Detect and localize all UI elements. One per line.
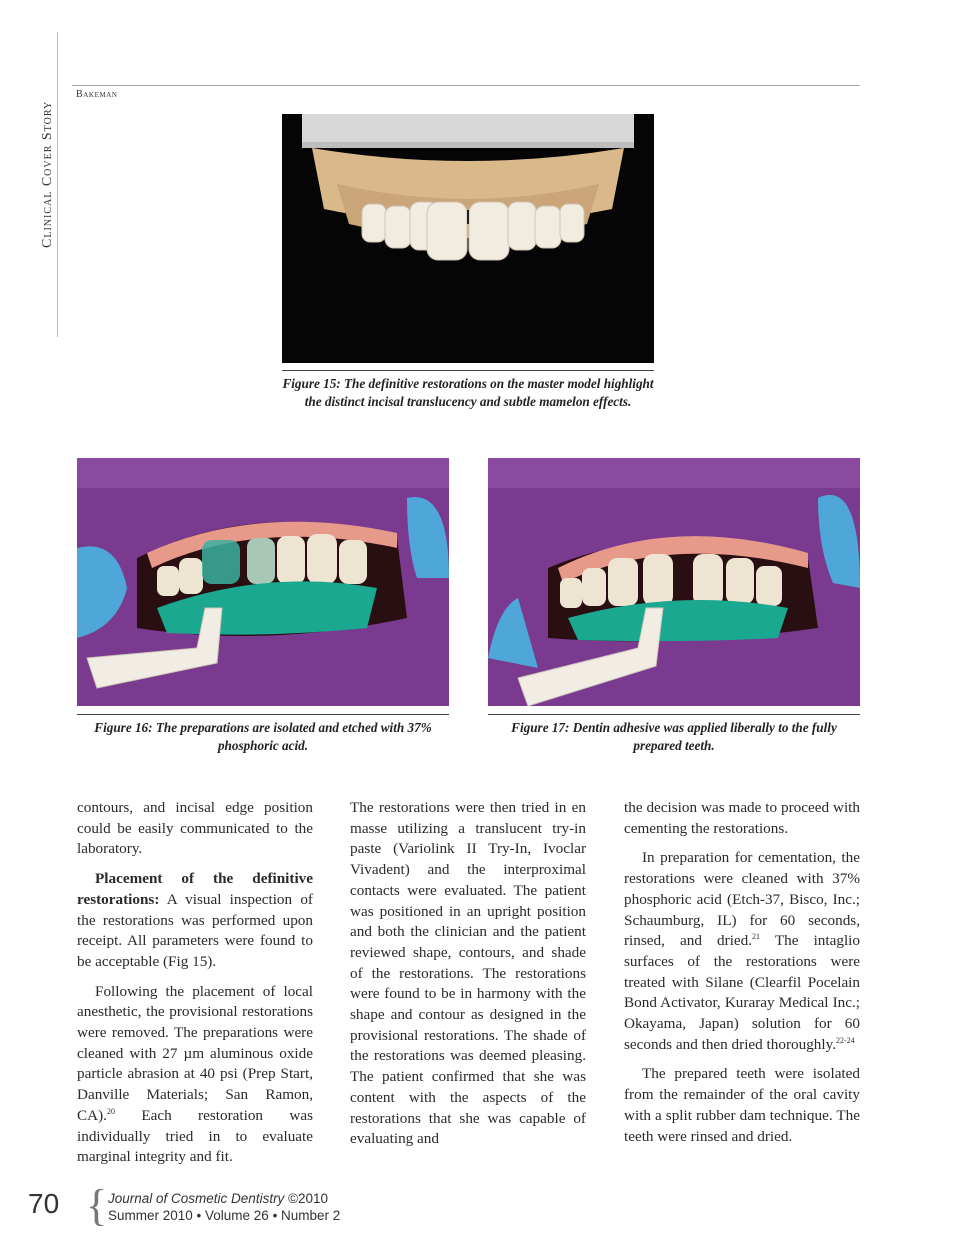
issue-line: Summer 2010 • Volume 26 • Number 2 <box>108 1208 341 1223</box>
paragraph: The prepared teeth were isolated from the remainder of the oral cavity with a split rubber dam technique. The teeth were rinsed and dried. <box>624 1065 860 1145</box>
copyright: ©2010 <box>284 1191 329 1206</box>
paragraph-text: Each restoration was individually tried in to evaluate marginal integrity and fit. <box>77 1106 313 1166</box>
paragraph: the decision was made to proceed with cementing the restorations. <box>624 799 860 837</box>
figure-16-caption: Figure 16: The preparations are isolated and etched with 37% phosphoric acid. <box>94 720 432 753</box>
figure-16-photo <box>77 458 449 706</box>
section-label: Clinical Cover Story <box>40 100 55 248</box>
figure-15-photo <box>282 114 654 363</box>
paragraph <box>624 848 860 1055</box>
paragraph <box>77 869 313 973</box>
figure-17-photo <box>488 458 860 706</box>
citation: 22-24 <box>836 1035 855 1045</box>
figure-17-caption: Figure 17: Dentin adhesive was applied liberally to the fully prepared teeth. <box>511 720 837 753</box>
caption-rule <box>282 370 654 371</box>
caption-rule <box>488 714 860 715</box>
page-number: 70 <box>28 1188 60 1219</box>
citation: 21 <box>752 932 761 942</box>
paragraph <box>77 982 313 1168</box>
figure-15-caption: Figure 15: The definitive restorations on the master model highlight the distinct incisal translucency and subtle mamelon effects. <box>282 376 654 409</box>
subheading: Placement of the definitive restorations: <box>77 870 313 908</box>
paragraph: The restorations were then tried in en masse utilizing a translucent try-in paste (Variolink II Try-In, Ivoclar Vivadent) and the interproximal contacts were evaluated. The patient was positioned in an upright position and both the clinician and the patient reviewed shape, contours, and shade of the restorations. The restorations were found to be in harmony with the shape and contour as designed in the provisional restorations. The shade of the restorations was deemed pleasing. The patient confirmed that she was content with the aspects of the restorations that she was capable of evaluating and <box>350 799 586 1148</box>
side-rule <box>57 32 58 337</box>
paragraph-text: In preparation for cementation, the restorations were cleaned with 37% phosphoric acid (Etch-37, Bisco, Inc.; Schaumburg, IL) for 60 seconds, rinsed, and dried. <box>624 849 860 950</box>
author-running-head: Bakeman <box>76 89 118 100</box>
brace-ornament: { <box>86 1181 108 1230</box>
paragraph-text: A visual inspection of the restorations was performed upon receipt. All parameters were found to be acceptable (Fig 15). <box>77 890 313 970</box>
paragraph-text: Following the placement of local anesthetic, the provisional restorations were removed. The preparations were cleaned with 27 µm aluminous oxide particle abrasion at 40 psi (Prep Start, Danville Materials; San Ramon, CA). <box>77 982 313 1124</box>
caption-rule <box>77 714 449 715</box>
body-column-3 <box>624 798 860 1156</box>
journal-title: Journal of Cosmetic Dentistry <box>108 1191 285 1206</box>
body-column-2 <box>350 798 586 1159</box>
body-column-1 <box>77 798 313 1177</box>
paragraph-text: The intaglio surfaces of the restorations were treated with Silane (Clearfil Pocelain Bond Activator, Kuraray Medical Inc.; Okayama, Japan) solution for 60 seconds and then dried thoroughly. <box>624 932 860 1053</box>
journal-line <box>108 1191 328 1206</box>
citation: 20 <box>106 1106 115 1116</box>
paragraph: contours, and incisal edge position could be easily communicated to the laboratory. <box>77 799 313 858</box>
header-rule <box>72 85 860 86</box>
